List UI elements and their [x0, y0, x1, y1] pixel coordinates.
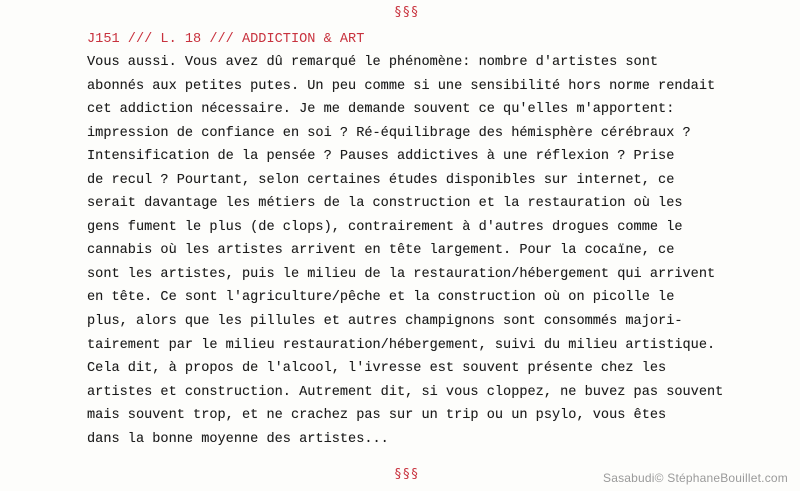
- text-line: tairement par le milieu restauration/hébergement, suivi du milieu artistique.: [87, 337, 716, 353]
- text-line: en tête. Ce sont l'agriculture/pêche et la construction où on picolle le: [87, 290, 675, 306]
- text-line: de recul ? Pourtant, selon certaines études disponibles sur internet, ce: [87, 172, 675, 188]
- text-line: impression de confiance en soi ? Ré-équilibrage des hémisphère cérébraux ?: [87, 125, 691, 141]
- text-line: plus, alors que les pillules et autres champignons sont consommés majori-: [87, 314, 683, 330]
- text-line: Intensification de la pensée ? Pauses addictives à une réflexion ? Prise: [87, 149, 675, 165]
- text-line: sont les artistes, puis le milieu de la restauration/hébergement qui arrivent: [87, 266, 716, 282]
- copyright-credit: Sasabudi© StéphaneBouillet.com: [603, 471, 788, 485]
- bottom-section-mark: §§§: [394, 467, 419, 482]
- entry-header: J151 /// L. 18 /// ADDICTION & ART: [87, 32, 365, 47]
- text-line: cannabis où les artistes arrivent en tête largement. Pour la cocaïne, ce: [87, 243, 675, 259]
- text-line: abonnés aux petites putes. Un peu comme si une sensibilité hors norme rendait: [87, 78, 716, 94]
- text-line: gens fument le plus (de clops), contrairement à d'autres drogues comme le: [87, 219, 683, 235]
- top-section-mark: §§§: [394, 5, 419, 20]
- text-line: dans la bonne moyenne des artistes...: [87, 431, 389, 447]
- text-line: cet addiction nécessaire. Je me demande souvent ce qu'elles m'apportent:: [87, 102, 675, 118]
- body-text: [87, 51, 723, 451]
- text-line: serait davantage les métiers de la construction et la restauration où les: [87, 196, 683, 212]
- text-line: Vous aussi. Vous avez dû remarqué le phénomène: nombre d'artistes sont: [87, 55, 659, 70]
- text-line: Cela dit, à propos de l'alcool, l'ivresse est souvent présente chez les: [87, 361, 667, 377]
- text-line: artistes et construction. Autrement dit, si vous cloppez, ne buvez pas souvent: [87, 384, 724, 400]
- text-line: mais souvent trop, et ne crachez pas sur un trip ou un psylo, vous êtes: [87, 408, 667, 424]
